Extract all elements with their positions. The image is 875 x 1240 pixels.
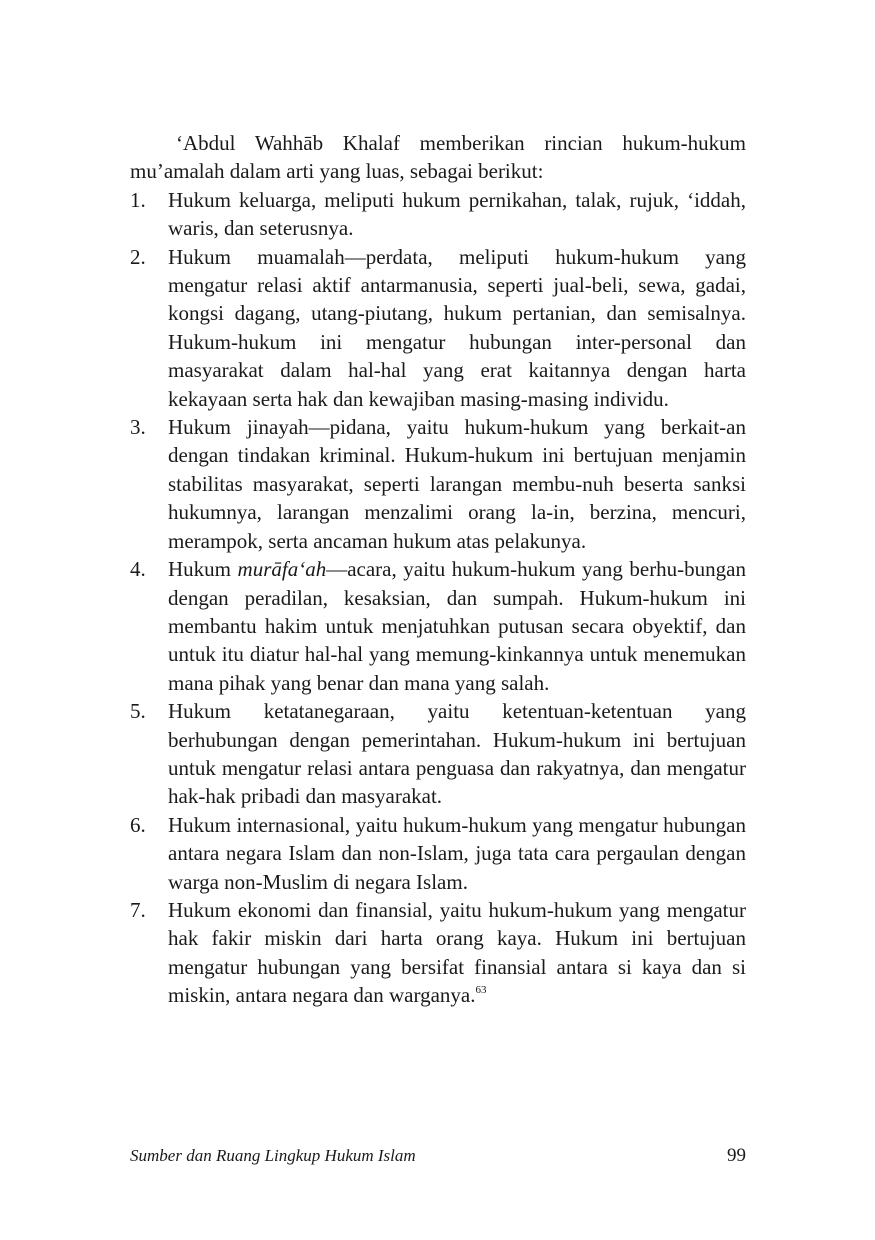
list-item xyxy=(130,896,746,1010)
footnote-reference[interactable]: 63 xyxy=(475,984,487,997)
list-item-text: Hukum jinayah—pidana, yaitu hukum-hukum yang berkait-an dengan tindakan kriminal. Hukum-hukum ini bertujuan menjamin stabilitas masyarakat, seperti larangan membu-nuh beserta sanksi hukumnya, larangan menzalimi orang la-in, berzina, mencuri, merampok, serta ancaman hukum atas pelakunya. xyxy=(168,415,746,553)
list-item-text: —acara, yaitu hukum-hukum yang berhu-bungan dengan peradilan, kesaksian, dan sumpah. Hukum-hukum ini membantu hakim untuk menjatuhkan putusan secara obyektif, dan untuk itu diatur hal-hal yang memung-kinkannya untuk menemukan mana pihak yang benar dan mana yang salah. xyxy=(168,557,746,695)
page-body xyxy=(130,129,746,1010)
list-item xyxy=(130,811,746,896)
list-item-text: Hukum internasional, yaitu hukum-hukum yang mengatur hubungan antara negara Islam dan non-Islam, juga tata cara pergaulan dengan warga non-Muslim di negara Islam. xyxy=(168,812,746,894)
page-number: 99 xyxy=(727,1145,746,1166)
list-item-number: 2. xyxy=(130,244,146,269)
list-item-text: Hukum ekonomi dan finansial, yaitu hukum-hukum yang mengatur hak fakir miskin dari harta orang kaya. Hukum ini bertujuan mengatur hubungan yang bersifat finansial antara si kaya dan si miskin, antara negara dan warganya. xyxy=(168,897,746,1008)
list-item-number: 5. xyxy=(130,699,146,724)
list-item-number: 6. xyxy=(130,812,146,837)
law-category-list xyxy=(130,186,746,1010)
list-item-term: murāfa‘ah xyxy=(237,557,327,582)
running-title: Sumber dan Ruang Lingkup Hukum Islam xyxy=(130,1146,416,1165)
list-item-text: Hukum muamalah—perdata, meliputi hukum-hukum yang mengatur relasi aktif antarmanusia, seperti jual-beli, sewa, gadai, kongsi dagang, utang-piutang, hukum pertanian, dan semisalnya. Hukum-hukum ini mengatur hubungan inter-personal dan masyarakat dalam hal-hal yang erat kaitannya dengan harta kekayaan serta hak dan kewajiban masing-masing individu. xyxy=(168,244,746,411)
list-item-number: 4. xyxy=(130,557,146,582)
list-item-text: Hukum ketatanegaraan, yaitu ketentuan-ketentuan yang berhubungan dengan pemerintahan. Hukum-hukum ini bertujuan untuk mengatur relasi antara penguasa dan rakyatnya, dan mengatur hak-hak pribadi dan masyarakat. xyxy=(168,699,746,809)
list-item xyxy=(130,186,746,243)
list-item xyxy=(130,697,746,811)
list-item-number: 1. xyxy=(130,187,146,212)
list-item xyxy=(130,413,746,555)
list-item-number: 7. xyxy=(130,897,146,922)
intro-paragraph: ‘Abdul Wahhāb Khalaf memberikan rincian hukum-hukum mu’amalah dalam arti yang luas, sebagai berikut: xyxy=(130,131,746,184)
list-item-number: 3. xyxy=(130,415,146,440)
list-item-prefix: Hukum xyxy=(168,557,238,582)
list-item xyxy=(130,243,746,413)
list-item-text: Hukum keluarga, meliputi hukum pernikahan, talak, rujuk, ‘iddah, waris, dan seterusnya. xyxy=(168,187,746,241)
list-item xyxy=(130,555,746,697)
